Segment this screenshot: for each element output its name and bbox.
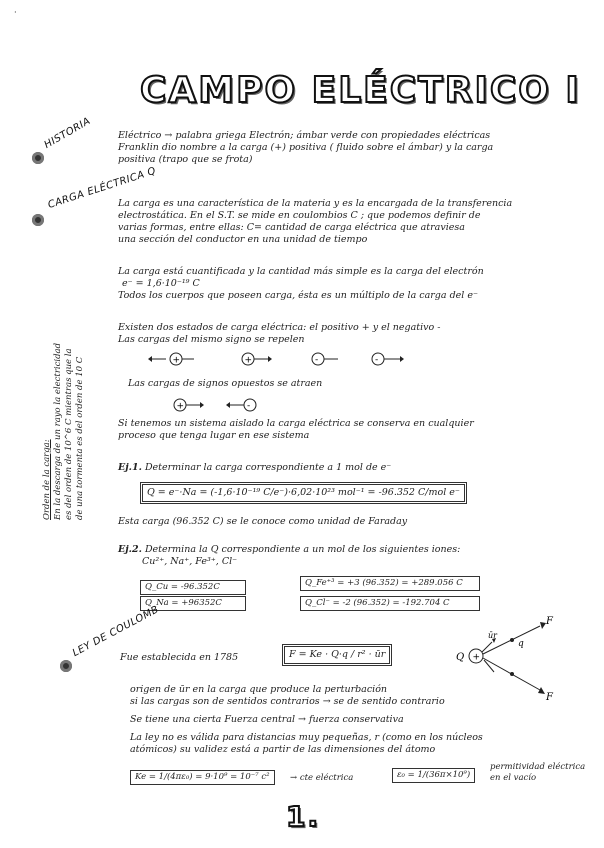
- svg-text:ūr: ūr: [488, 631, 497, 640]
- repel-diagram: [148, 350, 408, 368]
- svg-text:-: -: [315, 355, 319, 365]
- eps-formula: ε₀ = 1/(36π×10⁹): [392, 768, 475, 783]
- atraen-text: Las cargas de signos opuestos se atraen: [128, 378, 323, 389]
- svg-text:F: F: [546, 692, 553, 703]
- svg-text:+: +: [472, 652, 481, 663]
- svg-text:+: +: [176, 401, 185, 412]
- section-heading-ley: LEY DE COULOMB: [70, 604, 161, 659]
- svg-text:F: F: [546, 616, 553, 627]
- section-heading-carga: CARGA ELÉCTRICA Q: [46, 165, 158, 211]
- section-bullet-icon: [60, 660, 72, 672]
- estados-paragraph: Existen dos estados de carga eléctrica: el positivo + y el negativo - Las cargas del mismo signo se repelen: [118, 322, 441, 345]
- ke-label: → cte eléctrica: [290, 773, 354, 783]
- coulomb-notes: origen de ūr en la carga que produce la perturbación si las cargas son de sentidos contrarios → se de sentido contrario Se tiene una cierta Fuerza central → fuerza conservativa La ley no es válida para distancias muy pequeñas, r (como en los núcleos atómicos) su validez está a partir de las dimensiones del átomo: [130, 684, 483, 755]
- ke-formula: Ke = 1/(4πε₀) = 9·10⁹ = 10⁻⁷ c²: [130, 770, 275, 785]
- section-bullet-icon: [32, 152, 44, 164]
- side-note: Orden de la carga: En la descarga de un rayo la electricidad es del orden de 10^6 C mientras que la de una tormenta es del orden de 10 C: [42, 342, 85, 520]
- section-heading-historia: HISTORIA: [42, 115, 93, 151]
- charge-Q-label: Q: [456, 652, 465, 663]
- cuantificacion-paragraph: La carga está cuantificada y la cantidad más simple es la carga del electrón e⁻ = 1,6·10⁻¹⁹ C Todos los cuerpos que poseen carga, ésta es un múltiplo de la carga del e⁻: [118, 266, 484, 301]
- svg-text:q: q: [518, 639, 524, 649]
- ej2-result-cu: Q_Cu = -96.352C: [140, 580, 246, 595]
- svg-text:+: +: [244, 355, 253, 366]
- ej2-result-fe: Q_Fe⁺³ = +3 (96.352) = +289.056 C: [300, 576, 480, 591]
- corner-mark: ·: [14, 8, 17, 18]
- ej2-result-cl: Q_Cl⁻ = -2 (96.352) = -192.704 C: [300, 596, 480, 611]
- section-bullet-icon: [32, 214, 44, 226]
- ej2-result-na: Q_Na = +96352C: [140, 596, 246, 611]
- coulomb-year: Fue establecida en 1785: [120, 652, 239, 663]
- ej1-statement: Ej.1. Determinar la carga correspondiente a 1 mol de e⁻: [118, 462, 392, 473]
- carga-paragraph: La carga es una característica de la materia y es la encargada de la transferencia electrostática. En el S.T. se mide en coulombios C ; que podemos definir de varias formas, entre ellas: C= cantidad de carga eléctrica que atraviesa una sección del conductor en una unidad de tiempo: [118, 198, 513, 245]
- conserva-paragraph: Si tenemos un sistema aislado la carga eléctrica se conserva en cualquier proceso que tenga lugar en ese sistema: [118, 418, 474, 441]
- historia-paragraph: Eléctrico → palabra griega Electrón; ámbar verde con propiedades eléctricas Franklin dio nombre a la carga (+) positiva ( fluido sobre el ámbar) y la carga positiva (trapo que se frota): [118, 130, 494, 165]
- ej2-statement: Ej.2. Determina la Q correspondiente a un mol de los siguientes iones: Cu²⁺, Na⁺, Fe³⁺, Cl⁻: [118, 544, 461, 567]
- svg-text:-: -: [247, 401, 251, 411]
- eps-label: permitividad eléctrica en el vacío: [490, 762, 586, 783]
- coulomb-formula: F = Ke · Q·q / r² · ūr: [282, 644, 392, 666]
- attract-diagram: [168, 396, 278, 414]
- page-title: CAMPO ELÉCTRICO I: [140, 70, 581, 111]
- svg-text:-: -: [375, 355, 379, 365]
- ej1-note: Esta carga (96.352 C) se le conoce como unidad de Faraday: [118, 516, 408, 527]
- ej1-formula: Q = e⁻·Na = (-1,6·10⁻¹⁹ C/e⁻)·6,02·10²³ mol⁻¹ = -96.352 C/mol e⁻: [140, 482, 467, 504]
- page-number: 1.: [286, 800, 321, 833]
- svg-text:+: +: [172, 355, 181, 366]
